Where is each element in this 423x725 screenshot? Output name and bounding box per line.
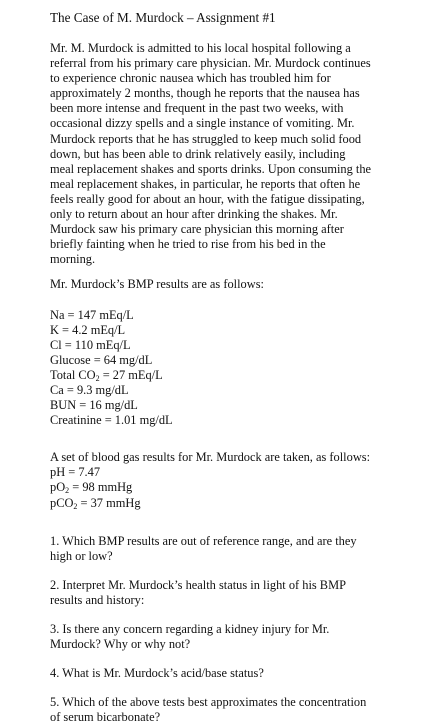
total-co2-subscript: 2: [95, 373, 100, 383]
question-3: [50, 622, 370, 652]
question-line: 5. Which of the above tests best approximates the concentration: [50, 695, 367, 710]
case-line: Murdock saw his primary care physician this morning after: [50, 222, 344, 237]
bmp-glucose: Glucose = 64 mg/dL: [50, 352, 153, 367]
po2-label: pO: [50, 480, 66, 495]
case-line: briefly fainting when he tried to rise from his bed in the: [50, 237, 326, 252]
case-line: morning.: [50, 252, 96, 267]
case-line: meal replacement shakes and sports drinks. Upon consuming the: [50, 161, 372, 176]
question-line: high or low?: [50, 548, 113, 563]
question-line: of serum bicarbonate?: [50, 710, 161, 725]
gas-ph: pH = 7.47: [50, 465, 101, 480]
case-line: to experience chronic nausea which has troubled him for: [50, 71, 331, 86]
bmp-creatinine: Creatinine = 1.01 mg/dL: [50, 413, 173, 428]
question-4: [50, 666, 370, 681]
question-line: Murdock? Why or why not?: [50, 637, 191, 652]
pco2-label: pCO: [50, 495, 74, 510]
bmp-chloride: Cl = 110 mEq/L: [50, 337, 131, 352]
bmp-total-co2: [50, 368, 407, 383]
case-line: Mr. M. Murdock is admitted to his local hospital following a: [50, 41, 351, 55]
bmp-potassium: K = 4.2 mEq/L: [50, 322, 126, 337]
question-line: 4. What is Mr. Murdock’s acid/base status?: [50, 666, 264, 681]
total-co2-label: Total CO: [50, 367, 96, 382]
total-co2-value: = 27 mEq/L: [99, 367, 163, 382]
gas-po2: [50, 480, 407, 495]
case-line: occasional dizzy spells and a single instance of vomiting. Mr.: [50, 116, 355, 131]
case-line: feels really good for about an hour, with the fatigue dissipating,: [50, 191, 365, 206]
blood-gas-heading: A set of blood gas results for Mr. Murdock are taken, as follows:: [50, 450, 371, 465]
question-line: results and history:: [50, 592, 145, 607]
question-line: 3. Is there any concern regarding a kidney injury for Mr.: [50, 622, 330, 636]
gas-pco2: [50, 496, 407, 511]
case-line: referral from his primary care physician. Mr. Murdock continues: [50, 56, 371, 71]
question-1: [50, 534, 370, 564]
case-line: meal replacement shakes, in particular, he reports that often he: [50, 176, 361, 191]
bmp-heading: Mr. Murdock’s BMP results are as follows:: [50, 277, 264, 292]
case-line: Murdock reports that he has struggled to keep much solid food: [50, 131, 362, 146]
case-line: been more intense and frequent in the past two weeks, with: [50, 101, 344, 116]
pco2-value: = 37 mmHg: [77, 495, 141, 510]
bmp-sodium: Na = 147 mEq/L: [50, 307, 134, 322]
bmp-results-list: [50, 308, 407, 429]
document-title: The Case of M. Murdock – Assignment #1: [50, 10, 276, 25]
po2-value: = 98 mmHg: [69, 480, 133, 495]
bmp-bun: BUN = 16 mg/dL: [50, 398, 138, 413]
blood-gas-list: [50, 465, 407, 510]
question-line: 2. Interpret Mr. Murdock’s health status in light of his BMP: [50, 577, 346, 592]
case-line: down, but has been able to drink relatively easily, including: [50, 146, 346, 161]
bmp-calcium: Ca = 9.3 mg/dL: [50, 382, 129, 397]
case-description: [50, 41, 390, 267]
case-line: only to return about an hour after drinking the shakes. Mr.: [50, 207, 338, 222]
question-line: 1. Which BMP results are out of reference range, and are they: [50, 533, 357, 548]
pco2-subscript: 2: [73, 501, 78, 511]
case-line: approximately 2 months, though he reports that the nausea has: [50, 86, 360, 101]
question-2: [50, 578, 370, 608]
po2-subscript: 2: [65, 486, 70, 496]
